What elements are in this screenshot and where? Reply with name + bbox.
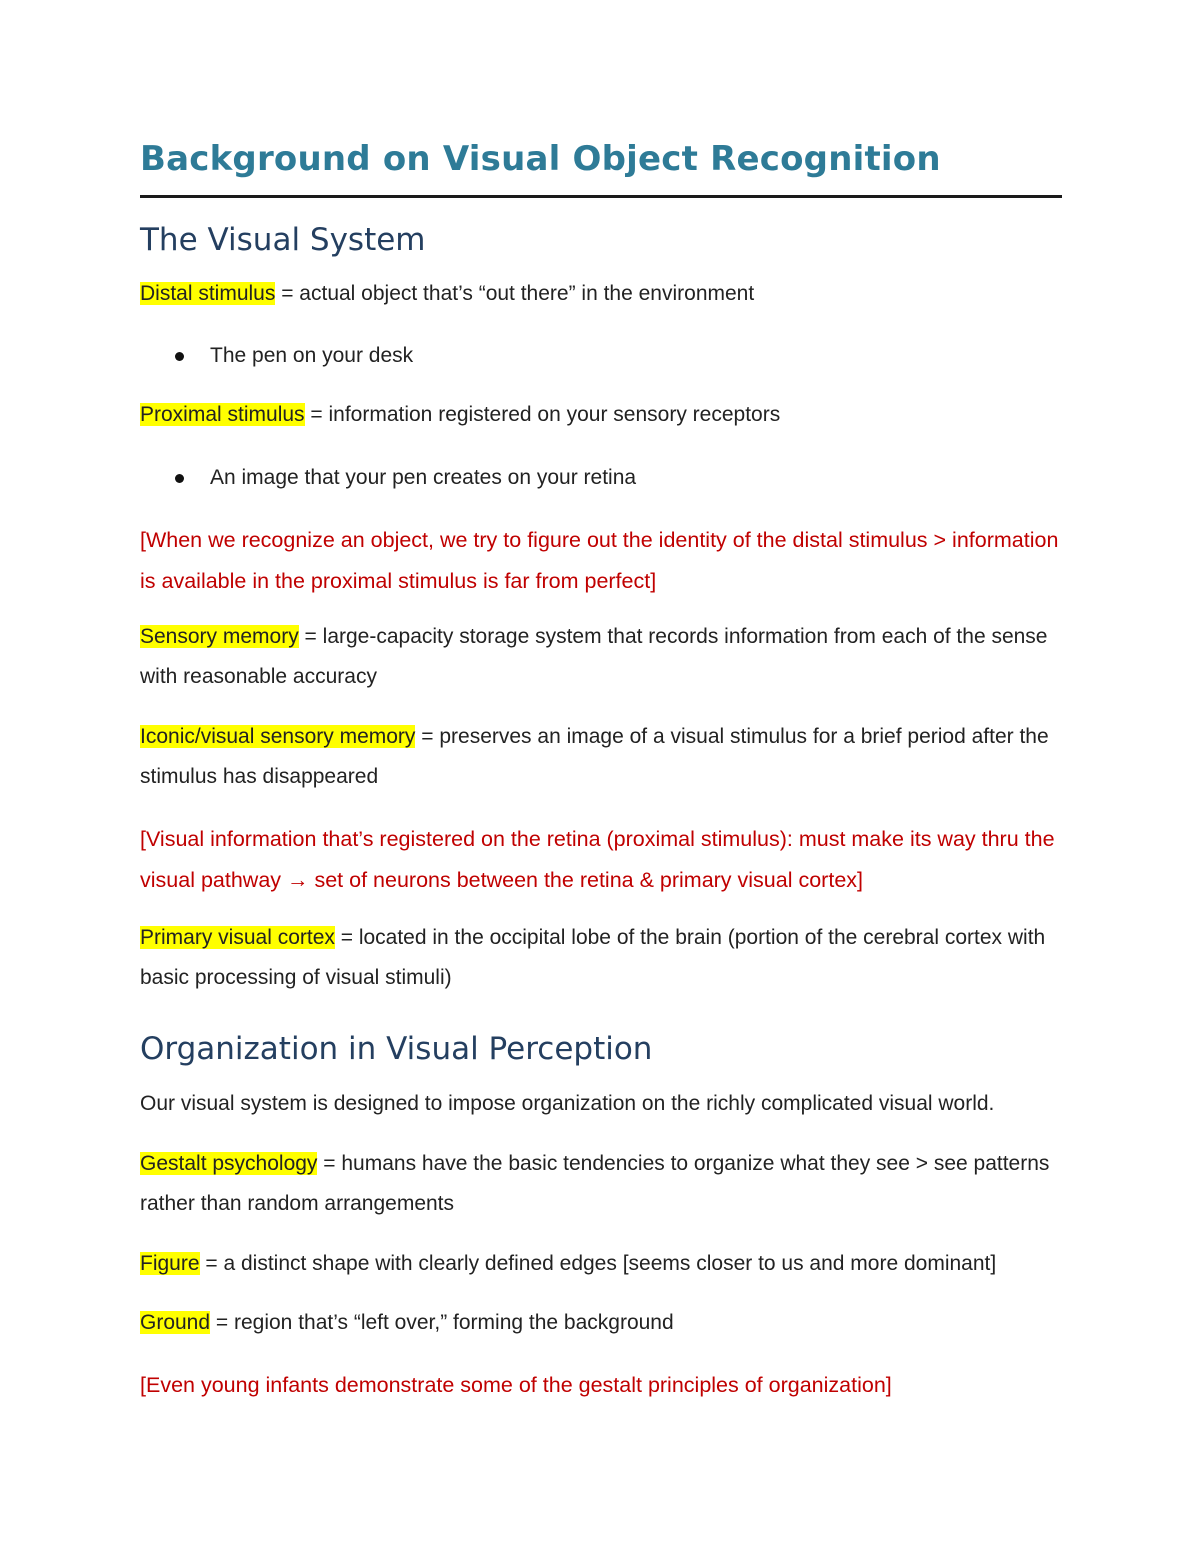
note-object-recognition: [When we recognize an object, we try to figure out the identity of the distal stimulus > information is available in the proximal stimulus is far from perfect] [140,528,1059,593]
highlighted-term: Gestalt psychology [140,1152,318,1175]
organization-intro: Our visual system is designed to impose organization on the richly complicated visual world. [140,1092,995,1115]
definition-text: = information registered on your sensory receptors [304,403,781,426]
definition-figure [140,1244,1062,1284]
highlighted-term: Distal stimulus [140,282,276,305]
bullet-icon [175,474,184,483]
definition-text: = large-capacity storage system that records information from each of the sense with reasonable accuracy [140,625,1048,688]
highlighted-term: Sensory memory [140,625,299,648]
document-title: Background on Visual Object Recognition [140,139,941,179]
highlighted-term: Proximal stimulus [140,403,305,426]
right-arrow-icon: → [287,868,309,892]
note-text: [Visual information that’s registered on the retina (proximal stimulus): must make its way thru the visual pathway [140,827,1055,892]
note-visual-pathway [140,819,1062,901]
highlighted-term: Ground [140,1311,211,1334]
note-infants-gestalt: [Even young infants demonstrate some of the gestalt principles of organization] [140,1373,892,1397]
definition-ground [140,1303,1062,1343]
definition-gestalt-psychology [140,1144,1062,1224]
bullet-text: The pen on your desk [210,344,414,367]
definition-sensory-memory [140,617,1062,697]
section-heading-organization: Organization in Visual Perception [140,1031,653,1067]
definition-primary-visual-cortex [140,918,1062,998]
document-page [140,0,1062,1553]
definition-text: = located in the occipital lobe of the brain (portion of the cerebral cortex with basic processing of visual stimuli) [140,926,1046,989]
note-text: set of neurons between the retina & primary visual cortex] [308,868,863,892]
definition-text: = region that’s “left over,” forming the background [210,1311,674,1334]
definition-text: = preserves an image of a visual stimulus for a brief period after the stimulus has disappeared [140,725,1049,788]
highlighted-term: Iconic/visual sensory memory [140,725,416,748]
definition-distal-stimulus [140,274,1062,314]
definition-text: = a distinct shape with clearly defined edges [seems closer to us and more dominant] [199,1252,997,1275]
definition-iconic-memory [140,717,1062,797]
definition-text: = humans have the basic tendencies to organize what they see > see patterns rather than random arrangements [140,1152,1050,1215]
section-heading-visual-system: The Visual System [140,222,426,258]
title-underline [140,195,1062,198]
definition-proximal-stimulus [140,395,1062,435]
highlighted-term: Primary visual cortex [140,926,335,949]
bullet-text: An image that your pen creates on your retina [210,466,637,489]
definition-text: = actual object that’s “out there” in the environment [275,282,755,305]
highlighted-term: Figure [140,1252,200,1275]
bullet-icon [175,352,184,361]
